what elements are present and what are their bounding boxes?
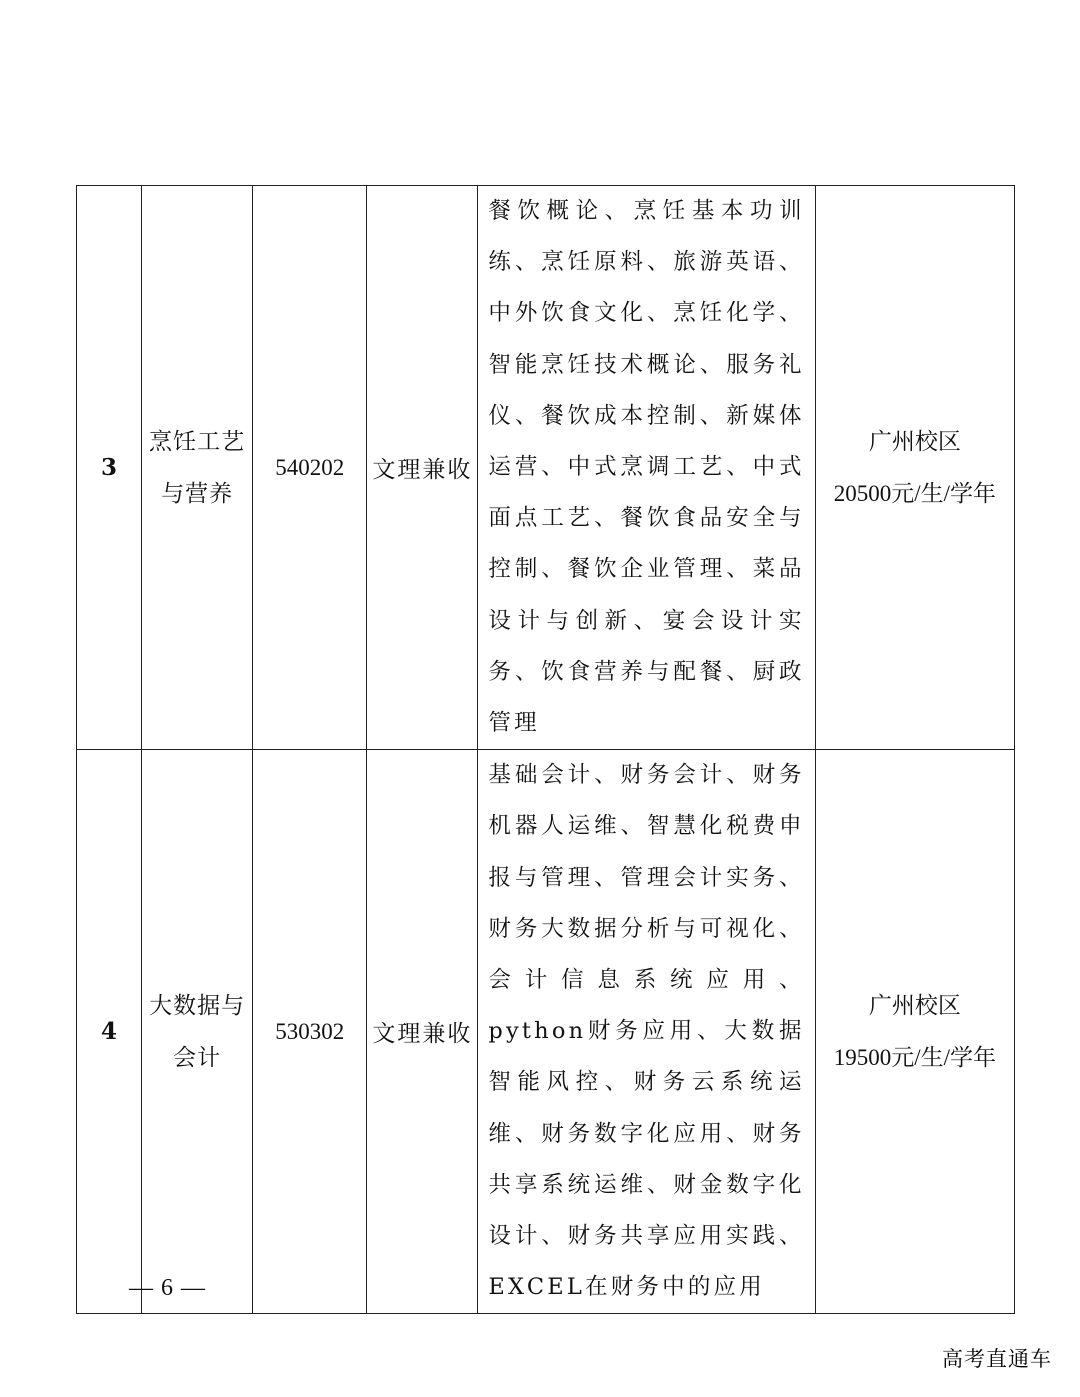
row-number: 4 [77, 750, 142, 1314]
watermark-text: 高考直通车 [942, 1347, 1052, 1371]
core-courses [478, 186, 815, 750]
campus-label: 广州校区 [868, 992, 961, 1019]
fee-amount: 20500元/生/学年 [833, 480, 997, 506]
fee-amount: 19500元/生/学年 [833, 1044, 997, 1070]
major-name-line: 与营养 [161, 480, 234, 507]
majors-table [76, 185, 1015, 1314]
core-courses-text: 基础会计、财务会计、财务机器人运维、智慧化税费申报与管理、管理会计实务、财务大数据分析与可视化、会计信息系统应用、python财务应用、大数据智能风控、财务云系统运维、财务数字化应用、财务共享系统运维、财金数字化设计、财务共享应用实践、EXCEL在财务中的应用 [488, 762, 805, 1301]
campus-label: 广州校区 [868, 428, 961, 455]
major-name [142, 186, 253, 750]
tuition-fee [815, 750, 1014, 1314]
page-number: — 6 — [129, 1275, 206, 1301]
admission-type: 文理兼收 [367, 186, 478, 750]
tuition-fee [815, 186, 1014, 750]
major-name-line: 会计 [173, 1044, 222, 1071]
core-courses [478, 750, 815, 1314]
admission-type: 文理兼收 [367, 750, 478, 1314]
major-name-line: 烹饪工艺 [149, 428, 246, 455]
table-row [77, 750, 1015, 1314]
major-name-line: 大数据与 [149, 992, 246, 1019]
major-code: 530302 [253, 750, 367, 1314]
table-row [77, 186, 1015, 750]
major-code: 540202 [253, 186, 367, 750]
core-courses-text: 餐饮概论、烹饪基本功训练、烹饪原料、旅游英语、中外饮食文化、烹饪化学、智能烹饪技术概论、服务礼仪、餐饮成本控制、新媒体运营、中式烹调工艺、中式面点工艺、餐饮食品安全与控制、餐饮企业管理、菜品设计与创新、宴会设计实务、饮食营养与配餐、厨政管理 [488, 198, 805, 737]
row-number: 3 [77, 186, 142, 750]
major-name [142, 750, 253, 1314]
